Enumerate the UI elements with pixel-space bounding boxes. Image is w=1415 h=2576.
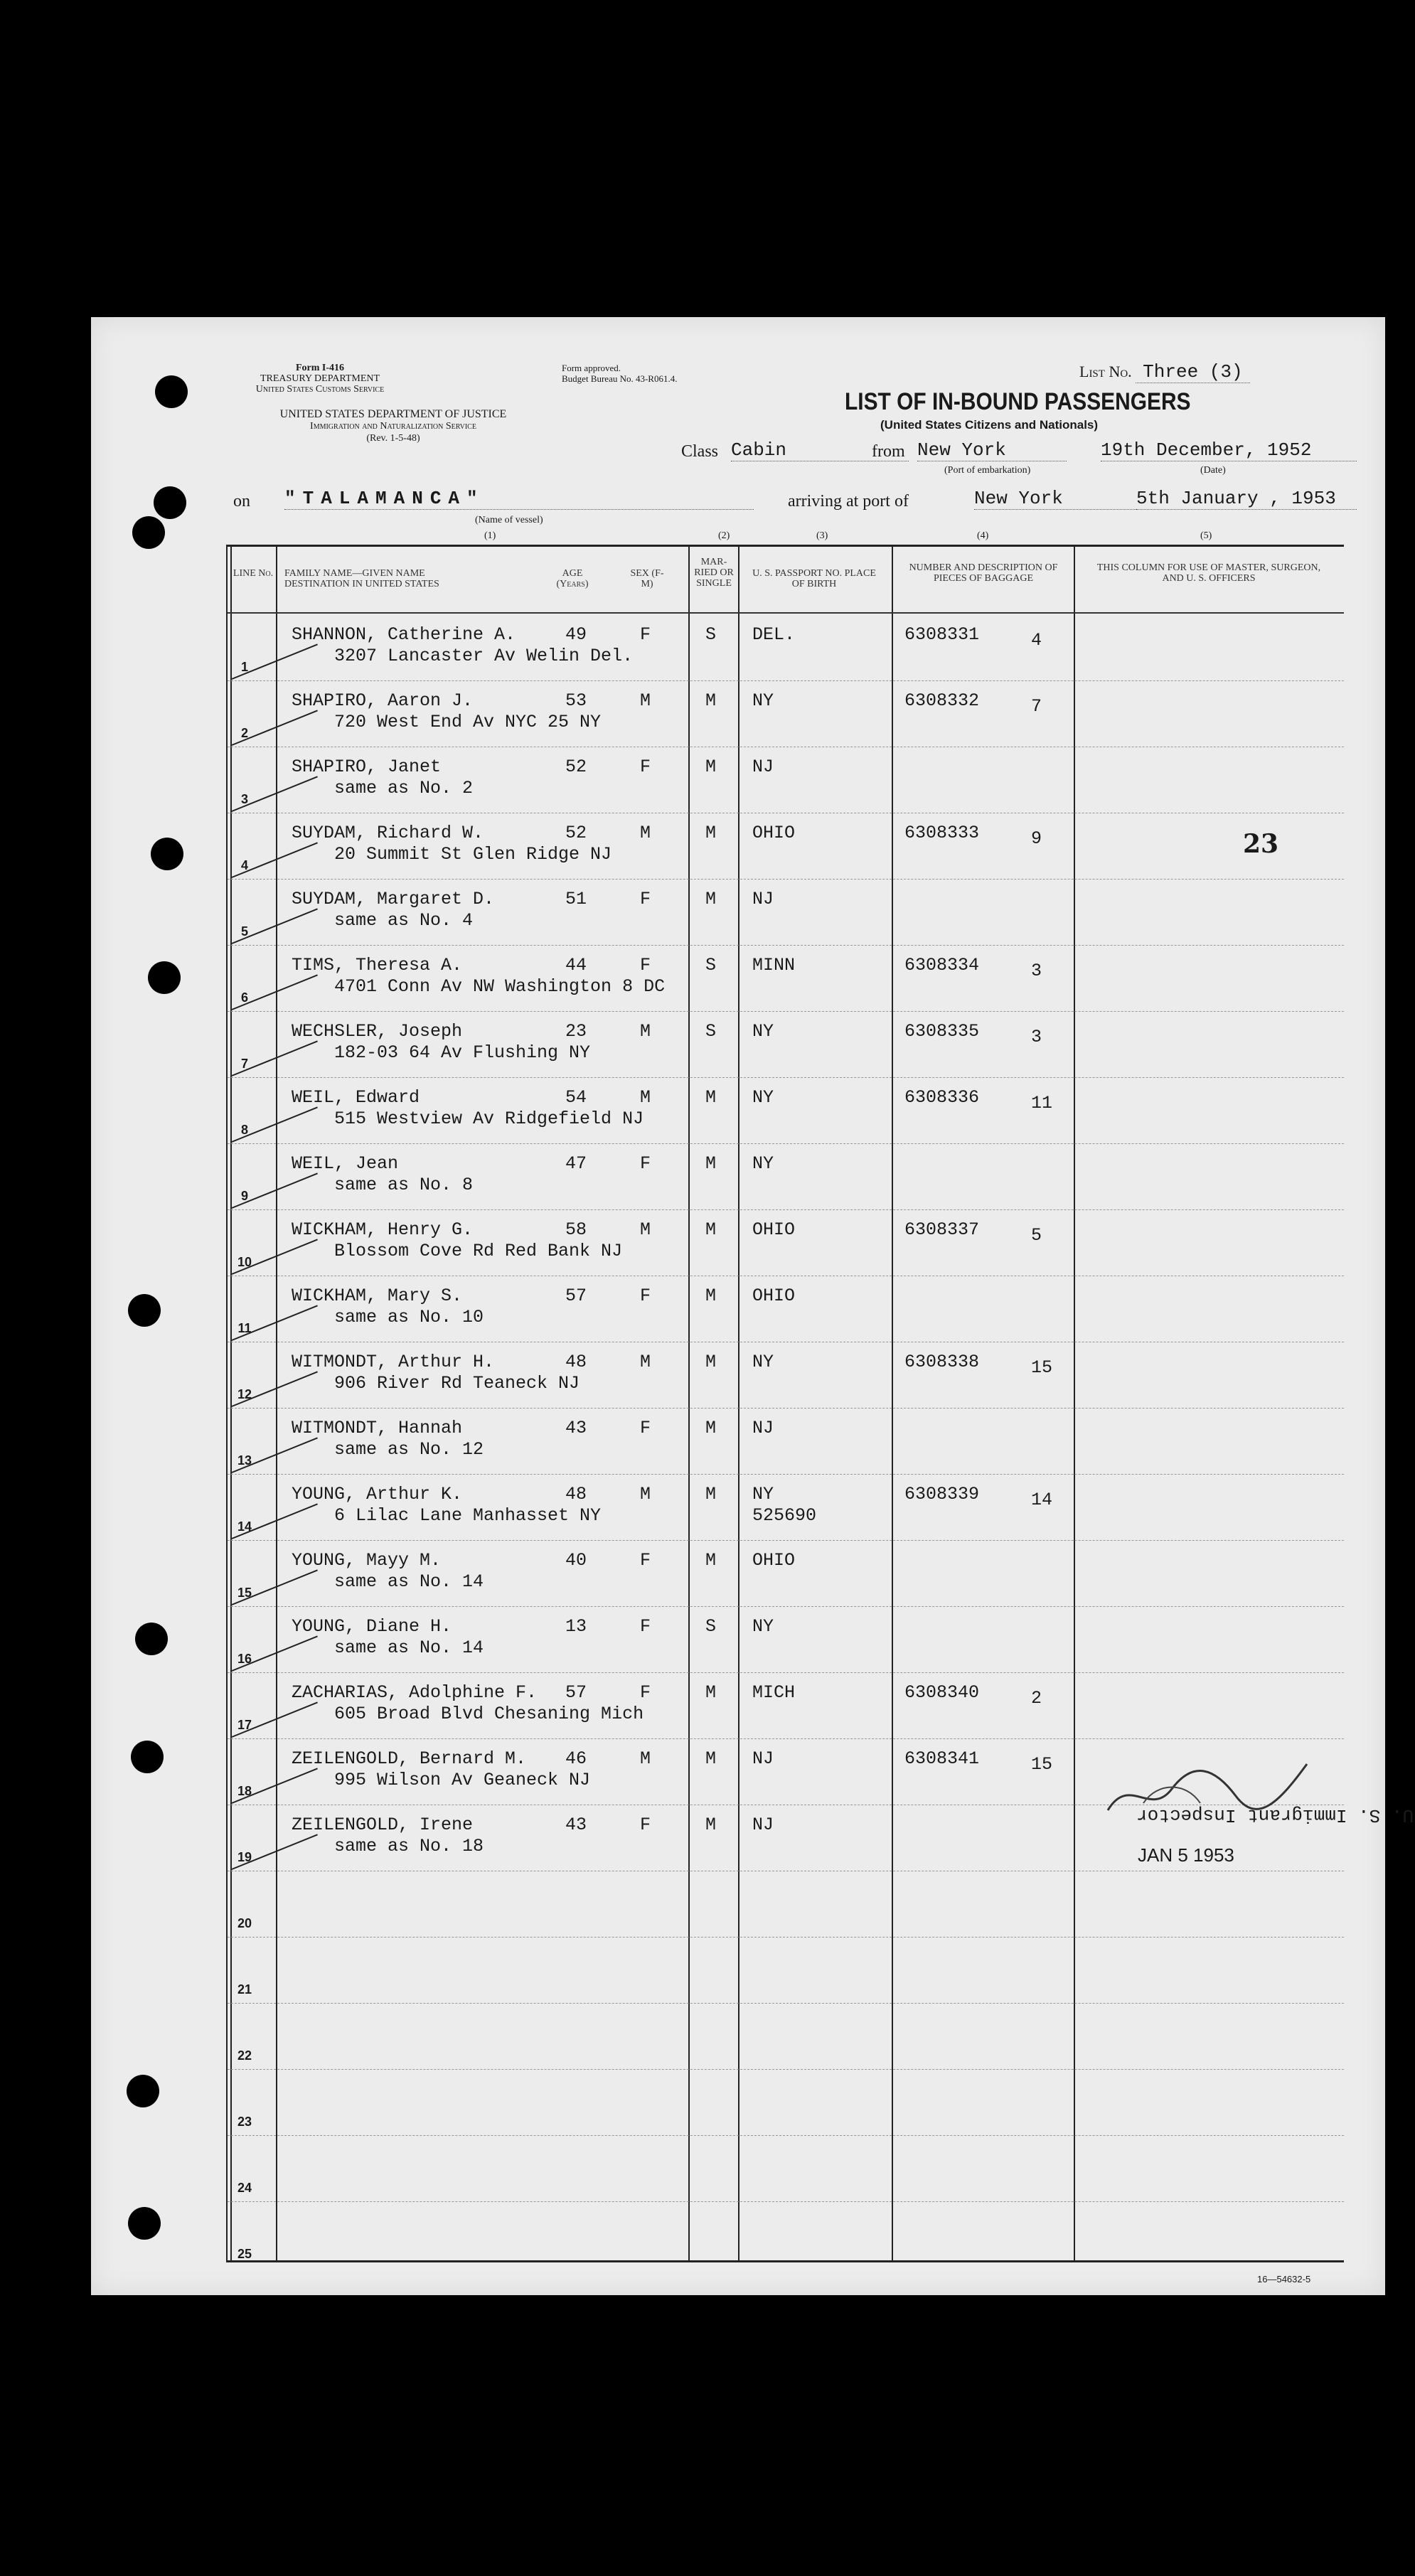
baggage-number: 6308337: [904, 1219, 980, 1240]
age: 49: [565, 624, 587, 645]
marital-status: M: [705, 1087, 717, 1108]
passport-number: 525690: [752, 1505, 817, 1526]
sex: M: [640, 1484, 651, 1505]
marital-status: M: [705, 889, 717, 909]
place-of-birth: NJ: [752, 757, 774, 777]
baggage-pieces: 11: [1031, 1093, 1053, 1113]
place-of-birth: NY: [752, 1616, 774, 1637]
header-officers: THIS COLUMN FOR USE OF MASTER, SURGEON, AND U. S. OFFICERS: [1096, 562, 1321, 584]
place-of-birth: NY: [752, 1484, 774, 1505]
vessel-name: "TALAMANCA": [284, 488, 754, 510]
table-row: [228, 1540, 1344, 1606]
baggage-number: 6308341: [904, 1748, 980, 1769]
sex: F: [640, 1418, 651, 1438]
marital-status: S: [705, 1616, 717, 1637]
approval-block: [562, 363, 677, 384]
col-num-1: (1): [484, 530, 496, 541]
marital-status: M: [705, 1352, 717, 1372]
line-number: 7: [240, 1057, 248, 1071]
col-num-3: (3): [816, 530, 828, 541]
marital-status: M: [705, 1286, 717, 1306]
table-row: [228, 1408, 1344, 1474]
embarkation-caption: (Port of embarkation): [944, 465, 1031, 476]
form-number: Form I-416: [295, 363, 345, 373]
table-row: [228, 1077, 1344, 1143]
age: 48: [565, 1484, 587, 1505]
header-age: AGE (Years): [556, 568, 589, 589]
class-value: Cabin: [731, 439, 909, 461]
table-row: [228, 680, 1344, 747]
passenger-name: WEIL, Jean: [292, 1153, 399, 1174]
baggage-pieces: 9: [1031, 828, 1042, 849]
place-of-birth: NJ: [752, 889, 774, 909]
punch-hole: [135, 1623, 168, 1655]
table-row: [228, 1209, 1344, 1276]
destination: 20 Summit St Glen Ridge NJ: [334, 844, 612, 865]
baggage-pieces: 3: [1031, 1027, 1042, 1047]
line-number: 10: [237, 1255, 252, 1269]
punch-hole: [131, 1741, 164, 1773]
age: 52: [565, 823, 587, 843]
destination: same as No. 10: [334, 1307, 484, 1327]
passenger-name: YOUNG, Diane H.: [292, 1616, 452, 1637]
ins-service: Immigration and Naturalization Service: [310, 421, 476, 432]
table-row: [228, 2135, 1344, 2201]
destination: same as No. 4: [334, 910, 474, 931]
line-number: 22: [237, 2048, 252, 2063]
destination: 515 Westview Av Ridgefield NJ: [334, 1108, 644, 1129]
line-number: 6: [240, 990, 248, 1005]
passenger-name: YOUNG, Arthur K.: [292, 1484, 463, 1505]
header-underline: [228, 612, 1344, 614]
line-number: 9: [240, 1189, 248, 1203]
line-number: 24: [237, 2181, 252, 2195]
sex: F: [640, 955, 651, 976]
marital-status: M: [705, 1418, 717, 1438]
justice-dept: UNITED STATES DEPARTMENT OF JUSTICE: [279, 408, 507, 420]
marital-status: M: [705, 1550, 717, 1571]
passenger-name: YOUNG, Mayy M.: [292, 1550, 442, 1571]
age: 40: [565, 1550, 587, 1571]
line-number: 16: [237, 1652, 252, 1666]
list-label: List No.: [1079, 363, 1132, 380]
baggage-number: 6308339: [904, 1484, 980, 1505]
destination: same as No. 18: [334, 1836, 484, 1856]
place-of-birth: MICH: [752, 1682, 796, 1703]
passenger-name: SUYDAM, Margaret D.: [292, 889, 495, 909]
revision: (Rev. 1-5-48): [366, 433, 420, 444]
stamp-date: JAN 5 1953: [1138, 1844, 1234, 1866]
punch-hole: [128, 1294, 161, 1327]
header-married: MAR-RIED OR SINGLE: [694, 557, 734, 589]
destination: same as No. 2: [334, 778, 474, 798]
sex: M: [640, 1087, 651, 1108]
treasury-dept: TREASURY DEPARTMENT: [260, 373, 380, 384]
destination: 605 Broad Blvd Chesaning Mich: [334, 1704, 644, 1724]
arriving-label: arriving at port of: [788, 492, 909, 511]
passenger-name: ZEILENGOLD, Irene: [292, 1815, 474, 1835]
place-of-birth: NJ: [752, 1815, 774, 1835]
table-row: [228, 614, 1344, 680]
place-of-birth: NY: [752, 1352, 774, 1372]
punch-hole: [155, 375, 188, 408]
sex: F: [640, 1286, 651, 1306]
age: 47: [565, 1153, 587, 1174]
table-row: [228, 1276, 1344, 1342]
passenger-name: WICKHAM, Mary S.: [292, 1286, 463, 1306]
table-row: [228, 879, 1344, 945]
punch-hole: [127, 2075, 159, 2107]
document-title: LIST OF IN-BOUND PASSENGERS: [845, 388, 1191, 415]
approval-line-2: Budget Bureau No. 43-R061.4.: [562, 373, 678, 384]
table-row: [228, 2069, 1344, 2135]
arrival-port: New York: [974, 488, 1138, 510]
header-baggage: NUMBER AND DESCRIPTION OF PIECES OF BAGGAGE: [909, 562, 1058, 584]
place-of-birth: NJ: [752, 1418, 774, 1438]
destination: same as No. 14: [334, 1571, 484, 1592]
justice-block: [226, 408, 560, 444]
age: 43: [565, 1815, 587, 1835]
line-number: 1: [240, 660, 248, 674]
age: 44: [565, 955, 587, 976]
sex: F: [640, 624, 651, 645]
passenger-name: SHANNON, Catherine A.: [292, 624, 516, 645]
form-code: 16—54632-5: [1257, 2274, 1311, 2284]
punch-hole: [151, 838, 183, 870]
baggage-number: 6308340: [904, 1682, 980, 1703]
marital-status: S: [705, 624, 717, 645]
line-number: 14: [237, 1519, 252, 1534]
sex: M: [640, 1748, 651, 1769]
place-of-birth: NY: [752, 1153, 774, 1174]
passenger-name: WITMONDT, Hannah: [292, 1418, 463, 1438]
age: 57: [565, 1286, 587, 1306]
col-num-4: (4): [977, 530, 989, 541]
sex: M: [640, 823, 651, 843]
sex: M: [640, 1219, 651, 1240]
table-row: [228, 1474, 1344, 1540]
baggage-pieces: 3: [1031, 961, 1042, 981]
sex: F: [640, 757, 651, 777]
sex: F: [640, 1153, 651, 1174]
marital-status: M: [705, 823, 717, 843]
table-row: [228, 813, 1344, 879]
baggage-pieces: 4: [1031, 630, 1042, 651]
line-number: 3: [240, 792, 248, 806]
document-subtitle: (United States Citizens and Nationals): [880, 418, 1099, 432]
passenger-name: ZACHARIAS, Adolphine F.: [292, 1682, 538, 1703]
destination: 995 Wilson Av Geaneck NJ: [334, 1770, 591, 1790]
punch-hole: [148, 961, 181, 994]
place-of-birth: OHIO: [752, 823, 796, 843]
baggage-number: 6308332: [904, 690, 980, 711]
line-number: 23: [237, 2115, 252, 2129]
place-of-birth: OHIO: [752, 1286, 796, 1306]
arrival-date: 5th January , 1953: [1136, 488, 1357, 510]
line-number: 12: [237, 1387, 252, 1401]
baggage-number: 6308335: [904, 1021, 980, 1042]
baggage-number: 6308333: [904, 823, 980, 843]
table-row: [228, 1143, 1344, 1209]
place-of-birth: MINN: [752, 955, 796, 976]
destination: same as No. 12: [334, 1439, 484, 1460]
table-row: [228, 1672, 1344, 1738]
age: 13: [565, 1616, 587, 1637]
marital-status: M: [705, 690, 717, 711]
passenger-name: SHAPIRO, Janet: [292, 757, 442, 777]
marital-status: M: [705, 757, 717, 777]
list-number: [1079, 361, 1250, 383]
table-row: [228, 2003, 1344, 2069]
marital-status: M: [705, 1153, 717, 1174]
passenger-name: WEIL, Edward: [292, 1087, 420, 1108]
marital-status: M: [705, 1484, 717, 1505]
departure-date: 19th December, 1952: [1101, 439, 1357, 461]
sex: M: [640, 690, 651, 711]
passenger-count: 23: [1243, 829, 1279, 859]
place-of-birth: NY: [752, 1021, 774, 1042]
passenger-name: WICKHAM, Henry G.: [292, 1219, 474, 1240]
list-value: Three (3): [1136, 361, 1249, 383]
header-passport: U. S. PASSPORT NO. PLACE OF BIRTH: [752, 568, 876, 589]
col-num-2: (2): [718, 530, 730, 541]
line-number: 21: [237, 1982, 252, 1997]
line-number: 13: [237, 1453, 252, 1468]
sex: F: [640, 889, 651, 909]
passenger-table: [226, 545, 1344, 2262]
col-num-5: (5): [1200, 530, 1212, 541]
customs-service: United States Customs Service: [255, 384, 385, 395]
punch-hole: [132, 516, 165, 549]
sex: F: [640, 1815, 651, 1835]
destination: 906 River Rd Teaneck NJ: [334, 1373, 580, 1394]
destination: same as No. 8: [334, 1175, 474, 1195]
on-label: on: [233, 492, 250, 511]
form-id-block: [213, 363, 427, 395]
age: 23: [565, 1021, 587, 1042]
line-number: 8: [240, 1123, 248, 1137]
passenger-name: WITMONDT, Arthur H.: [292, 1352, 495, 1372]
marital-status: S: [705, 955, 717, 976]
place-of-birth: NJ: [752, 1748, 774, 1769]
manifest-page: [91, 317, 1414, 2295]
baggage-number: 6308338: [904, 1352, 980, 1372]
table-row: [228, 1011, 1344, 1077]
place-of-birth: OHIO: [752, 1219, 796, 1240]
baggage-pieces: 5: [1031, 1225, 1042, 1246]
sex: M: [640, 1352, 651, 1372]
line-number: 11: [237, 1321, 252, 1335]
marital-status: M: [705, 1815, 717, 1835]
sex: M: [640, 1021, 651, 1042]
vessel-caption: (Name of vessel): [475, 515, 543, 525]
table-row: [228, 1937, 1344, 2003]
line-number: 5: [240, 924, 248, 939]
marital-status: S: [705, 1021, 717, 1042]
marital-status: M: [705, 1219, 717, 1240]
line-number: 19: [237, 1850, 252, 1864]
baggage-number: 6308331: [904, 624, 980, 645]
embarkation-port: New York: [917, 439, 1067, 461]
punch-hole: [128, 2207, 161, 2240]
line-number: 25: [237, 2247, 252, 2261]
table-row: [228, 945, 1344, 1011]
departure-date-caption: (Date): [1200, 465, 1226, 476]
destination: 3207 Lancaster Av Welin Del.: [334, 646, 634, 666]
line-number: 20: [237, 1916, 252, 1930]
age: 52: [565, 757, 587, 777]
baggage-pieces: 15: [1031, 1754, 1053, 1775]
inspector-stamp: U. S. Immigrant Inspector: [1136, 1805, 1414, 1826]
destination: 6 Lilac Lane Manhasset NY: [334, 1505, 602, 1526]
place-of-birth: NY: [752, 690, 774, 711]
punch-hole: [154, 486, 186, 519]
destination: 182-03 64 Av Flushing NY: [334, 1042, 591, 1063]
destination: 720 West End Av NYC 25 NY: [334, 712, 602, 732]
sex: F: [640, 1616, 651, 1637]
inspector-signature: [1101, 1760, 1314, 1824]
header-sex: SEX (F-M): [630, 568, 664, 589]
table-row: [228, 1871, 1344, 1937]
destination: same as No. 14: [334, 1637, 484, 1658]
sex: F: [640, 1682, 651, 1703]
approval-line-1: Form approved.: [562, 363, 621, 373]
table-row: [228, 1606, 1344, 1672]
class-label: Class: [681, 442, 719, 461]
line-number: 18: [237, 1784, 252, 1798]
from-label: from: [872, 442, 905, 461]
age: 46: [565, 1748, 587, 1769]
marital-status: M: [705, 1748, 717, 1769]
destination: Blossom Cove Rd Red Bank NJ: [334, 1241, 623, 1261]
baggage-pieces: 7: [1031, 696, 1042, 717]
age: 58: [565, 1219, 587, 1240]
baggage-pieces: 14: [1031, 1490, 1053, 1510]
baggage-pieces: 2: [1031, 1688, 1042, 1709]
passenger-name: TIMS, Theresa A.: [292, 955, 463, 976]
passenger-name: SUYDAM, Richard W.: [292, 823, 484, 843]
header-name: FAMILY NAME—GIVEN NAME DESTINATION IN UNITED STATES: [284, 568, 439, 589]
place-of-birth: NY: [752, 1087, 774, 1108]
baggage-number: 6308336: [904, 1087, 980, 1108]
age: 48: [565, 1352, 587, 1372]
marital-status: M: [705, 1682, 717, 1703]
age: 57: [565, 1682, 587, 1703]
age: 54: [565, 1087, 587, 1108]
passenger-name: ZEILENGOLD, Bernard M.: [292, 1748, 527, 1769]
header-line-no: LINE No.: [233, 568, 274, 579]
table-row: [228, 747, 1344, 813]
passenger-name: SHAPIRO, Aaron J.: [292, 690, 474, 711]
table-row: [228, 1342, 1344, 1408]
line-number: 2: [240, 726, 248, 740]
baggage-pieces: 15: [1031, 1357, 1053, 1378]
line-number: 17: [237, 1718, 252, 1732]
baggage-number: 6308334: [904, 955, 980, 976]
age: 51: [565, 889, 587, 909]
age: 53: [565, 690, 587, 711]
line-number: 4: [240, 858, 248, 872]
age: 43: [565, 1418, 587, 1438]
place-of-birth: DEL.: [752, 624, 796, 645]
sex: F: [640, 1550, 651, 1571]
passenger-name: WECHSLER, Joseph: [292, 1021, 463, 1042]
line-number: 15: [237, 1586, 252, 1600]
destination: 4701 Conn Av NW Washington 8 DC: [334, 976, 666, 997]
table-row: [228, 2201, 1344, 2267]
place-of-birth: OHIO: [752, 1550, 796, 1571]
